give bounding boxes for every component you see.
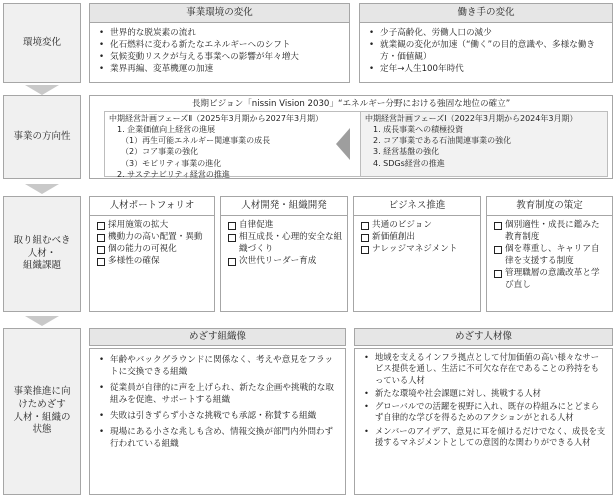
long-term-vision: 長期ビジョン「nissin Vision 2030」“エネルギー分野における強固な地位の確立” <box>191 99 511 109</box>
business-env-box <box>89 3 350 83</box>
business-promotion-list: 共通のビジョン 新価値創出 ナレッジマネジメント <box>354 216 480 255</box>
education-list: 個別適性・成長に鑑みた教育制度 個を尊重し、キャリア自律を支援する制度 管理職層の意識改革と学び直し <box>487 216 612 291</box>
development-box <box>220 196 348 312</box>
business-promotion-title: ビジネス推進 <box>354 197 480 216</box>
target-org-title: めざす組織像 <box>89 328 346 346</box>
down-arrow-2 <box>25 184 59 194</box>
target-org-box <box>89 348 346 495</box>
phase1-list: 1. 成長事業への積極投資 2. コア事業である石油関連事業の強化 3. 経営基盤の強化 4. SDGs経営の推進 <box>373 125 512 168</box>
target-people-list: • 地域を支えるインフラ拠点として付加価値の高い様々なサービス提供を通し、生活に不可欠な存在であることの矜持をもっている人材 • 新たな環境や社会課題に対し、挑戦する人材 • グローバルでの活躍を視野に入れ、既存の枠組みにとどまらず自律的な学びを得るためのアクションがとれる人材 • メンバーのアイデア、意見に耳を傾けるだけでなく、成長を支援するマネジメントとしての意図的な関わりができる人材 <box>355 349 612 448</box>
phase1-title: 中期経営計画フェーズⅠ（2022年3月期から2024年3月期） <box>365 114 578 123</box>
development-title: 人材開発・組織開発 <box>221 197 347 216</box>
workers-env-title: 働き手の変化 <box>360 4 612 23</box>
phase1-box <box>360 111 608 177</box>
development-list: 自律促進 相互成長・心理的安全な組織づくり 次世代リーダー育成 <box>221 216 347 267</box>
left-arrow-icon <box>336 128 350 160</box>
phase2-title: 中期経営計画フェーズⅡ（2025年3月期から2027年3月期） <box>109 114 324 123</box>
portfolio-box <box>89 196 215 312</box>
portfolio-title: 人材ポートフォリオ <box>90 197 214 216</box>
direction-box <box>89 95 613 179</box>
workers-env-box <box>359 3 613 83</box>
label-direction: 事業の方向性 <box>3 95 81 179</box>
target-org-list: • 年齢やバックグラウンドに関係なく、考えや意見をフラットに交換できる組織 • 従業員が自律的に声を上げられ、新たな企画や挑戦的な取組みを促進、サポートする組織 • 失敗は引きずらず小さな挑戦でも承認・称賛する組織 • 現場にある小さな兆しも含め、情報交換が部門内外問わず行われている組織 <box>90 349 345 450</box>
label-issues: 取り組むべき 人材・ 組織課題 <box>3 196 81 312</box>
portfolio-list: 採用施策の拡大 機動力の高い配置・異動 個の能力の可視化 多様性の確保 <box>90 216 214 267</box>
target-people-title: めざす人材像 <box>354 328 613 346</box>
label-env-change: 環境変化 <box>3 3 81 83</box>
down-arrow-3 <box>25 316 59 326</box>
label-target-state: 事業推進に向 けためざす 人材・組織の 状態 <box>3 328 81 495</box>
education-title: 教育制度の策定 <box>487 197 612 216</box>
phase2-list: 1. 企業価値向上経営の進展 （1）再生可能エネルギー関連事業の成長 （2）コア事業の強化 （3）モビリティ事業の進化 2. サステナビリティ経営の推進 <box>117 125 271 179</box>
education-box <box>486 196 613 312</box>
business-env-list: • 世界的な脱炭素の流れ • 化石燃料に変わる新たなエネルギーへのシフト • 気候変動リスクが与える事業への影響が年々増大 • 業界再編、変革機運の加速 <box>90 23 349 75</box>
business-env-title: 事業環境の変化 <box>90 4 349 23</box>
business-promotion-box <box>353 196 481 312</box>
target-people-box <box>354 348 613 495</box>
workers-env-list: • 少子高齢化、労働人口の減少 • 就業観の変化が加速（“働く”の目的意識や、多様な働き方・価値観） • 定年→人生100年時代 <box>360 23 612 75</box>
down-arrow-1 <box>25 85 59 95</box>
